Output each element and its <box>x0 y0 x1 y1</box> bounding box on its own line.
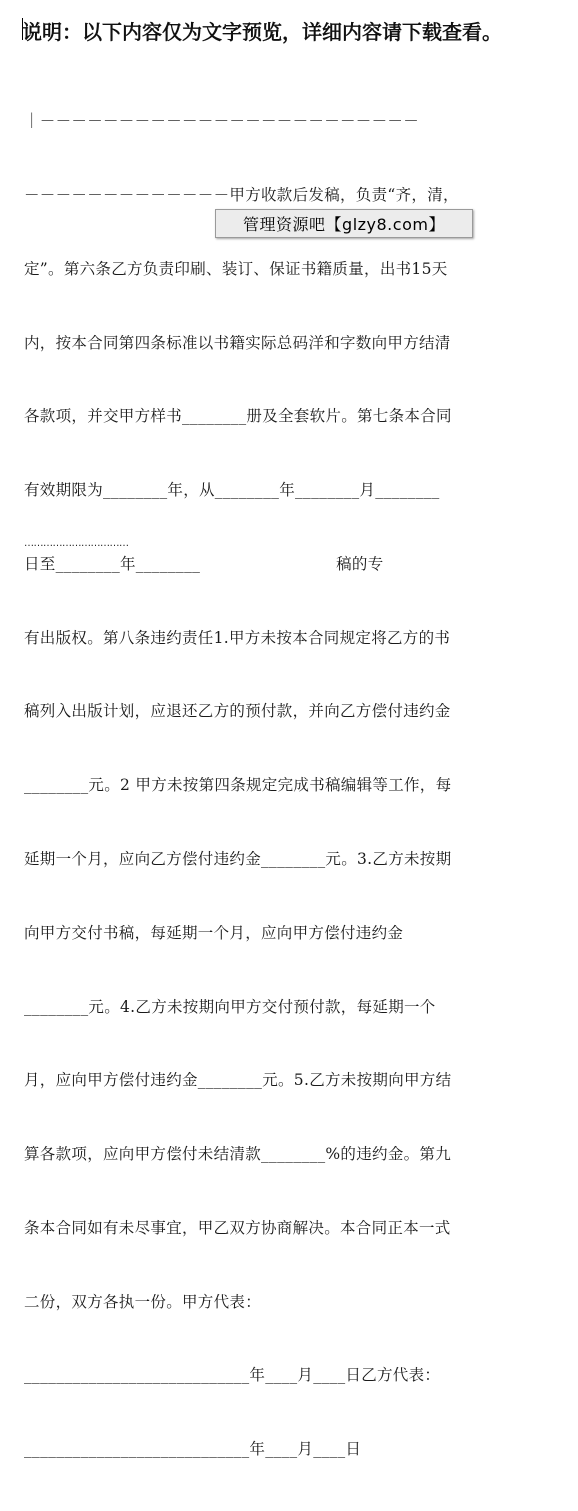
body-line: 各款项，并交甲方样书________册及全套软片。第七条本合同 <box>24 407 452 426</box>
body-line: 条本合同如有未尽事宜，甲乙双方协商解决。本合同正本一式 <box>24 1218 451 1237</box>
body-line: ____________________________年____月____日 <box>24 1440 362 1459</box>
body-line: ________元。2 甲方未按第四条规定完成书稿编辑等工作，每 <box>24 776 452 795</box>
body-line: 月，应向甲方偿付违约金________元。5.乙方未按期向甲方结 <box>24 1071 452 1090</box>
watermark-banner: 管理资源吧【glzy8.com】 <box>215 209 473 238</box>
contract-body <box>24 60 554 1511</box>
body-line: 有效期限为________年，从________年________月________ <box>24 481 440 500</box>
continuation-dots: …………………………… <box>24 538 129 549</box>
body-line: ____________________________年____月____日乙方代表： <box>24 1366 441 1385</box>
body-line: 算各款项，应向甲方偿付未结清款________%的违约金。第九 <box>24 1145 452 1164</box>
body-line: 稿列入出版计划，应退还乙方的预付款，并向乙方偿付违约金 <box>24 702 451 721</box>
body-line: 有出版权。第八条违约责任1.甲方未按本合同规定将乙方的书 <box>24 628 451 647</box>
body-line: －－－－－－－－－－－－－甲方收款后发稿，负责“齐，清， <box>24 185 459 204</box>
body-line: 向甲方交付书稿，每延期一个月，应向甲方偿付违约金 <box>24 923 404 942</box>
preview-notice: 说明：以下内容仅为文字预览，详细内容请下载查看。 <box>22 20 502 44</box>
body-line: 定”。第六条乙方负责印刷、装订、保证书籍质量，出书15天 <box>24 259 448 278</box>
body-line: 日至________年________ 稿的专 <box>24 554 384 573</box>
body-line: 内，按本合同第四条标准以书籍实际总码洋和字数向甲方结清 <box>24 333 451 352</box>
body-line: ________元。4.乙方未按期向甲方交付预付款，每延期一个 <box>24 997 436 1016</box>
body-line: 二份，双方各执一份。甲方代表： <box>24 1292 262 1311</box>
body-line: 延期一个月，应向乙方偿付违约金________元。3.乙方未按期 <box>24 850 452 868</box>
body-line: ｜－－－－－－－－－－－－－－－－－－－－－－－－ <box>24 112 420 131</box>
